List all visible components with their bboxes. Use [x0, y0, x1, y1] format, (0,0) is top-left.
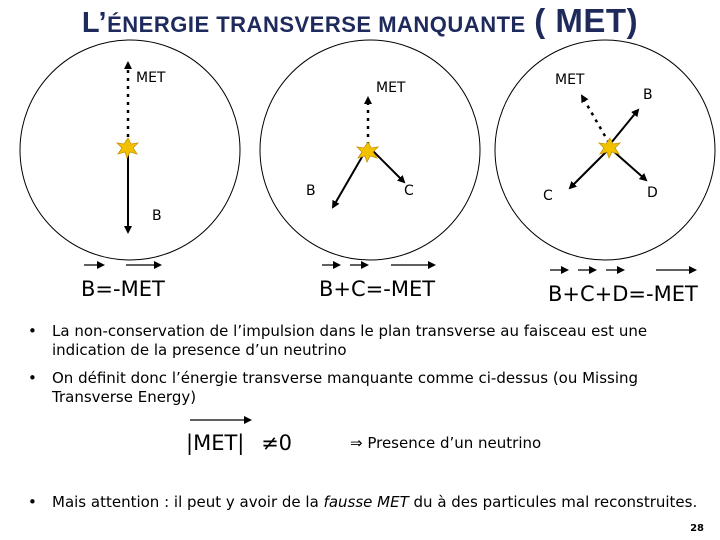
met-magnitude: |MET| [186, 431, 245, 455]
bullet-text-italic: fausse MET [323, 493, 409, 511]
bullet-dot: • [28, 493, 37, 511]
bullet-text [52, 493, 712, 511]
bullet-dot: • [28, 322, 37, 340]
diagram-1 [20, 40, 240, 260]
particle-c-vector-2 [372, 150, 404, 182]
equation-1: B=-MET [81, 277, 165, 301]
b-label-1: B [152, 208, 162, 224]
diagram-2 [260, 40, 480, 260]
met-label-3: MET [555, 72, 585, 88]
b-label-2: B [306, 183, 316, 199]
bullet-dot: • [28, 369, 37, 387]
equation-2: B+C=-MET [319, 277, 436, 301]
title-main: ÉNERGIE TRANSVERSE MANQUANTE [107, 12, 526, 37]
b-label-3: B [643, 87, 653, 103]
bullet-text-prefix: Mais attention : il peut y avoir de la [52, 493, 324, 511]
met-magnitude-formula [186, 431, 292, 455]
met-label-1: MET [136, 70, 166, 86]
particle-b-vector-2 [333, 150, 366, 207]
title-acronym: ( MET) [534, 2, 639, 39]
bullet-text: On définit donc l’énergie transverse manquante comme ci-dessus (ou Missing Transverse Energy) [52, 369, 639, 406]
c-label-2: C [404, 183, 414, 199]
met-vector-3 [582, 96, 609, 143]
title-prefix: L’ [81, 7, 108, 39]
bullet-text: La non-conservation de l’impulsion dans le plan transverse au faisceau est une indication de la presence d’un neutrino [52, 322, 648, 359]
not-equal-zero: ≠0 [261, 431, 293, 455]
neutrino-implication: ⇒ Presence d’un neutrino [350, 434, 542, 452]
d-label-3: D [647, 185, 658, 201]
met-label-2: MET [376, 80, 406, 96]
page-number: 28 [690, 523, 704, 534]
equation-3: B+C+D=-MET [548, 282, 698, 306]
collision-star-icon [117, 138, 138, 158]
particle-b-vector-3 [611, 110, 638, 143]
diagram-3 [495, 40, 715, 260]
particle-c-vector-3 [570, 151, 607, 188]
c-label-3: C [543, 188, 553, 204]
particle-d-vector-3 [612, 150, 646, 180]
bullet-text-suffix: du à des particules mal reconstruites. [408, 493, 698, 511]
